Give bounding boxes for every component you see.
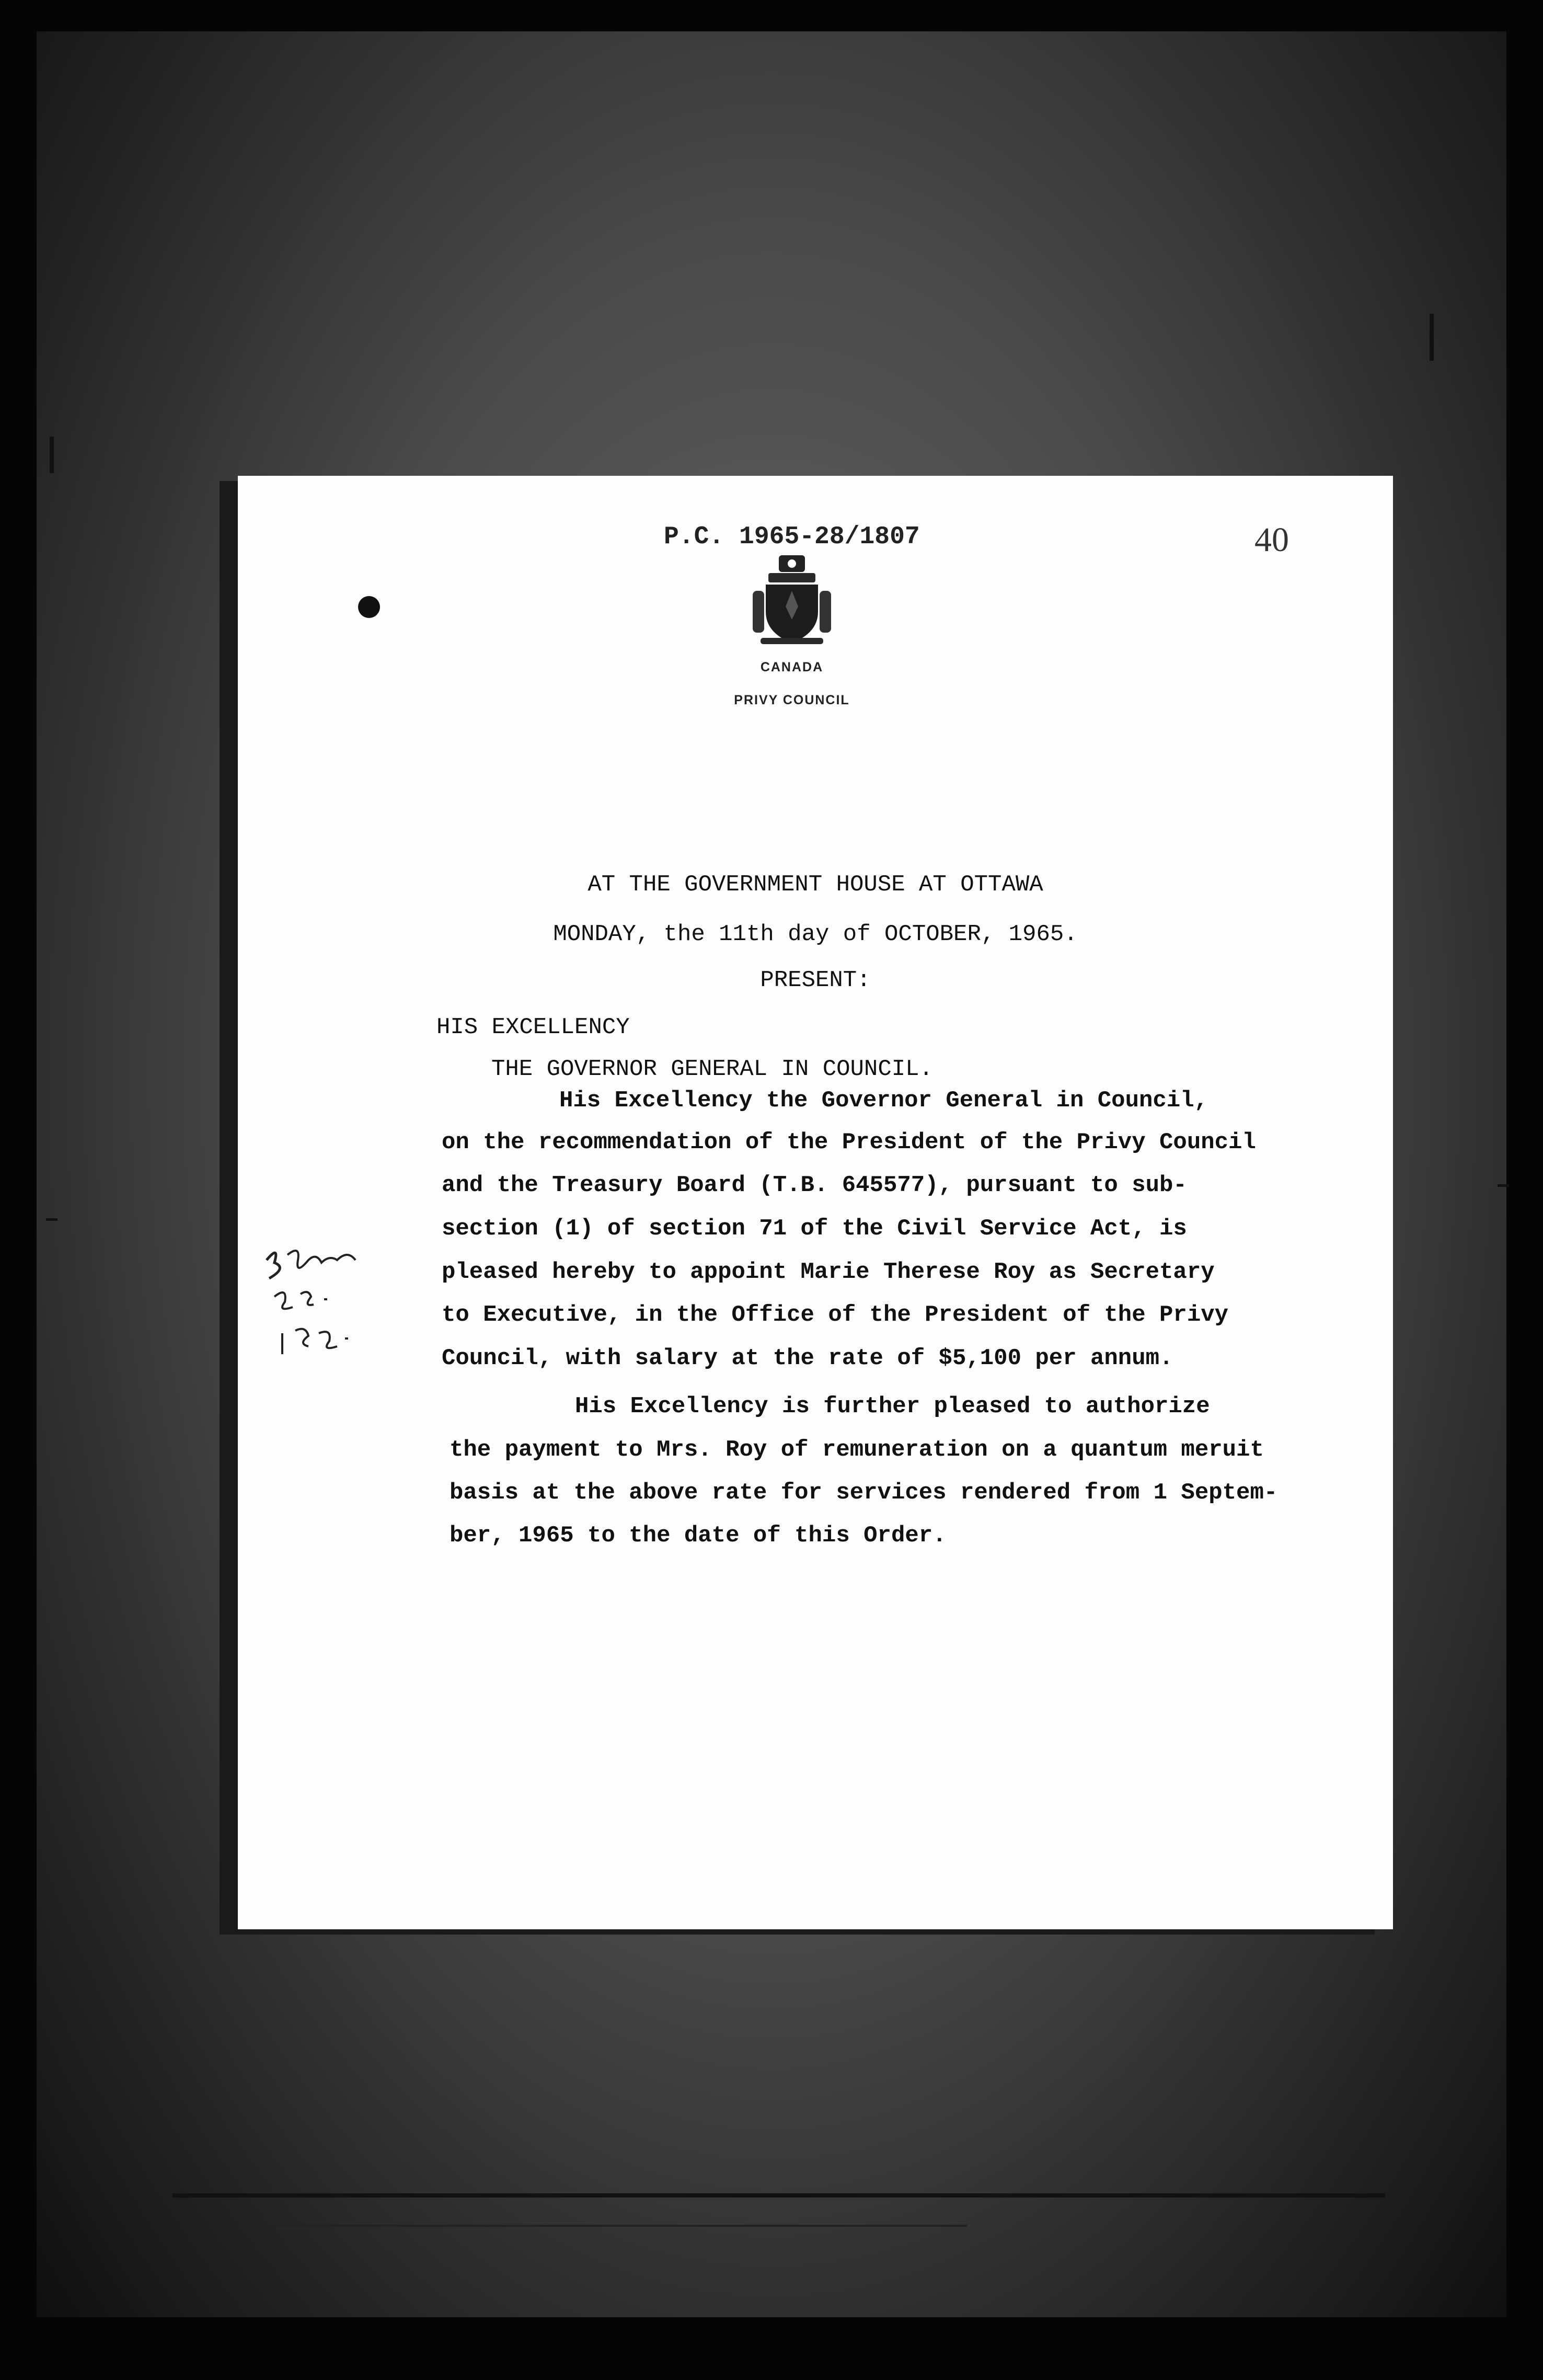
scan-mark-cross-left: [46, 1218, 57, 1221]
film-border-left: [0, 0, 37, 2380]
page-number: 40: [1254, 521, 1289, 559]
coat-of-arms-icon: [750, 554, 834, 648]
paragraph1-line-2: on the recommendation of the President of the Privy Council: [442, 1129, 1256, 1155]
heading-present: PRESENT:: [760, 967, 871, 993]
scan-mark-left: [50, 437, 54, 473]
order-reference: P.C. 1965-28/1807: [664, 523, 920, 551]
scan-mark-cross-right: [1498, 1184, 1509, 1187]
scan-mark-right: [1430, 314, 1434, 361]
letterhead-country: CANADA: [760, 660, 824, 674]
paragraph1-line-7: Council, with salary at the rate of $5,100 per annum.: [442, 1345, 1173, 1371]
heading-location: AT THE GOVERNMENT HOUSE AT OTTAWA: [588, 872, 1043, 898]
handwritten-margin-note: [259, 1239, 379, 1375]
salutation-line-2: THE GOVERNOR GENERAL IN COUNCIL.: [491, 1056, 933, 1082]
film-border-right: [1506, 0, 1543, 2380]
paragraph1-line-4: section (1) of section 71 of the Civil Service Act, is: [442, 1216, 1187, 1242]
paragraph1-line-1: His Excellency the Governor General in Council,: [559, 1088, 1208, 1114]
film-border-top: [0, 0, 1543, 31]
paragraph2-line-4: ber, 1965 to the date of this Order.: [450, 1523, 947, 1549]
bottom-rule: [172, 2193, 1385, 2198]
bottom-rule-secondary: [235, 2225, 967, 2227]
film-border-bottom: [0, 2317, 1543, 2380]
paragraph2-line-1: His Excellency is further pleased to authorize: [575, 1393, 1210, 1420]
paragraph1-line-5: pleased hereby to appoint Marie Therese Roy as Secretary: [442, 1259, 1215, 1285]
paragraph2-line-2: the payment to Mrs. Roy of remuneration on a quantum meruit: [450, 1437, 1264, 1463]
salutation-line-1: HIS EXCELLENCY: [436, 1014, 630, 1040]
heading-date: MONDAY, the 11th day of OCTOBER, 1965.: [553, 921, 1078, 947]
paragraph1-line-6: to Executive, in the Office of the President of the Privy: [442, 1302, 1229, 1328]
punch-hole: [358, 596, 380, 618]
letterhead-body: PRIVY COUNCIL: [734, 693, 850, 707]
paragraph2-line-3: basis at the above rate for services rendered from 1 Septem-: [450, 1480, 1278, 1506]
paragraph1-line-3: and the Treasury Board (T.B. 645577), pursuant to sub-: [442, 1172, 1187, 1198]
